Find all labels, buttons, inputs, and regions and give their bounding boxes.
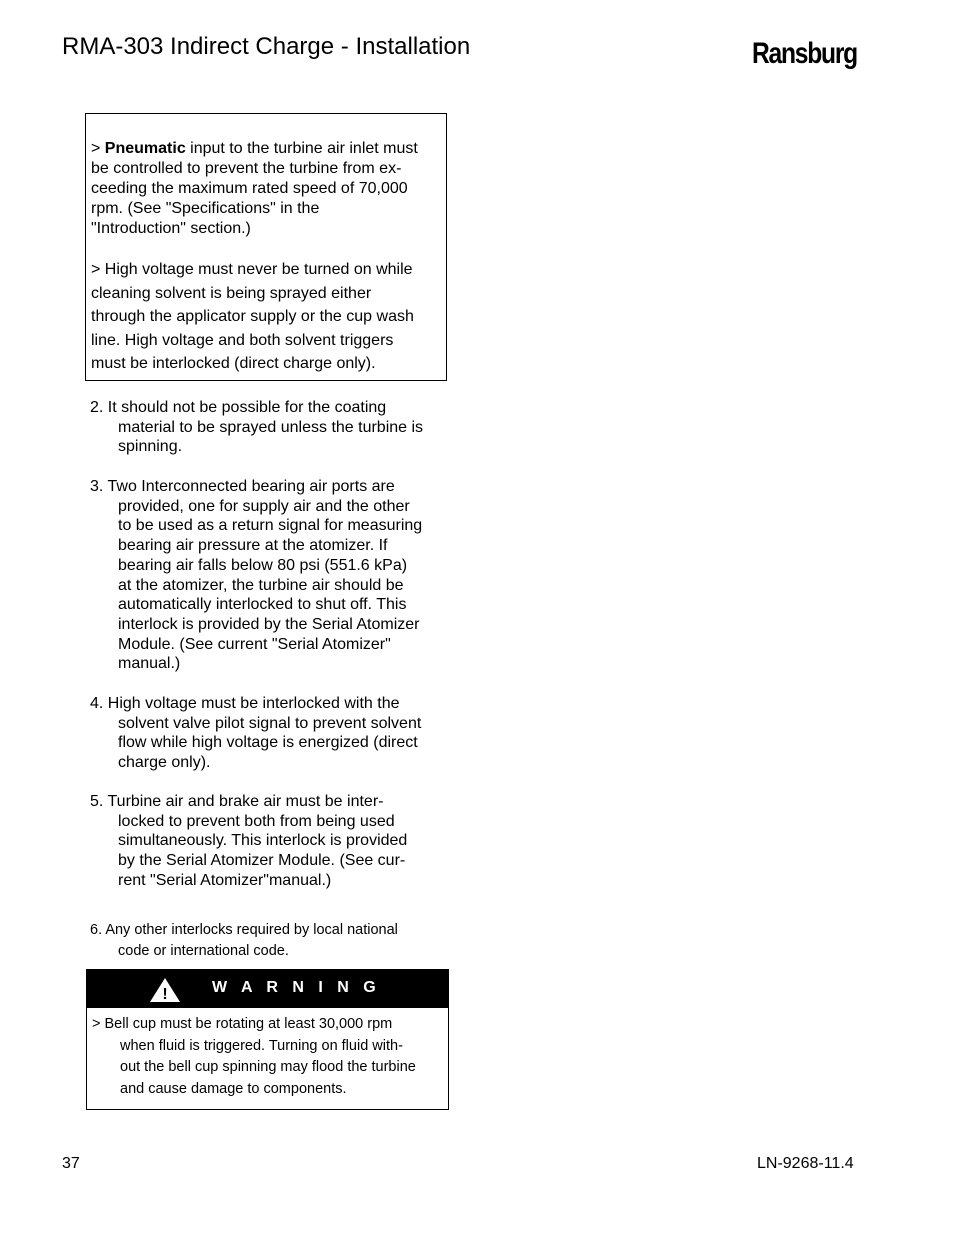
warning-label: W A R N I N G [212, 979, 381, 996]
warning-header [86, 969, 449, 1008]
text-line: line. High voltage and both solvent triggers [91, 331, 394, 349]
list-line: bearing air falls below 80 psi (551.6 kPa) [118, 556, 408, 574]
list-line: solvent valve pilot signal to prevent solvent [118, 714, 422, 732]
list-line: interlock is provided by the Serial Atomizer [118, 615, 420, 633]
list-line: provided, one for supply air and the other [118, 497, 410, 515]
list-item-6 [90, 920, 450, 962]
list-line: 5. Turbine air and brake air must be inter- [90, 793, 384, 810]
warning-triangle-icon [149, 977, 181, 1003]
list-line: flow while high voltage is energized (direct [118, 734, 418, 752]
list-line: by the Serial Atomizer Module. (See cur- [118, 852, 406, 870]
list-line: to be used as a return signal for measuring [118, 517, 423, 535]
page-title: RMA-303 Indirect Charge - Installation [62, 33, 471, 60]
list-line: 4. High voltage must be interlocked with the [90, 695, 400, 712]
list-line: spinning. [118, 438, 183, 456]
text-line: cleaning solvent is being sprayed either [91, 284, 372, 302]
list-line: simultaneously. This interlock is provided [118, 832, 408, 850]
warning-line: out the bell cup spinning may flood the turbine [120, 1059, 416, 1075]
list-line: material to be sprayed unless the turbine is [118, 418, 424, 436]
brand-logo: Ransburg [752, 37, 857, 70]
document-number: LN-9268-11.4 [757, 1155, 854, 1172]
text-line: ceeding the maximum rated speed of 70,000 [91, 180, 408, 197]
list-line: manual.) [118, 655, 181, 673]
list-line: Module. (See current "Serial Atomizer" [118, 635, 391, 653]
warning-line: > Bell cup must be rotating at least 30,000 rpm [92, 1016, 393, 1032]
list-line: 2. It should not be possible for the coating [90, 399, 387, 416]
warning-line: when fluid is triggered. Turning on fluid with- [120, 1037, 403, 1054]
text-line: input to the turbine air inlet must [185, 140, 418, 157]
high-voltage-paragraph [91, 258, 446, 376]
list-item-5 [90, 792, 450, 891]
warning-line: and cause damage to components. [120, 1080, 347, 1097]
list-line: at the atomizer, the turbine air should be [118, 576, 404, 594]
list-item-4 [90, 694, 450, 773]
warning-icon-glyph: ! [162, 986, 168, 1003]
list-line: charge only). [118, 754, 211, 772]
list-line: 6. Any other interlocks required by local national [90, 922, 398, 938]
bold-term: Pneumatic [104, 140, 186, 157]
text-line: must be interlocked (direct charge only). [91, 355, 376, 372]
list-line: bearing air pressure at the atomizer. If [118, 537, 388, 555]
list-line: locked to prevent both from being used [118, 812, 395, 830]
text-line: be controlled to prevent the turbine from ex- [91, 160, 402, 177]
pneumatic-paragraph [91, 139, 446, 239]
list-line: rent "Serial Atomizer"manual.) [118, 871, 332, 889]
page-number: 37 [62, 1155, 80, 1172]
text-line: rpm. (See "Specifications" in the [91, 200, 320, 217]
warning-body [86, 1008, 449, 1110]
text-line: > High voltage must never be turned on while [91, 261, 413, 278]
bullet-marker: > [91, 140, 101, 157]
list-line: 3. Two Interconnected bearing air ports are [90, 478, 395, 495]
caution-box [85, 113, 447, 381]
text-line: through the applicator supply or the cup wash [91, 308, 414, 325]
list-item-3 [90, 477, 450, 674]
warning-text [92, 1014, 444, 1100]
text-line: "Introduction" section.) [91, 220, 251, 237]
list-line: code or international code. [118, 943, 289, 959]
list-item-2 [90, 398, 450, 457]
list-line: automatically interlocked to shut off. This [118, 596, 407, 614]
